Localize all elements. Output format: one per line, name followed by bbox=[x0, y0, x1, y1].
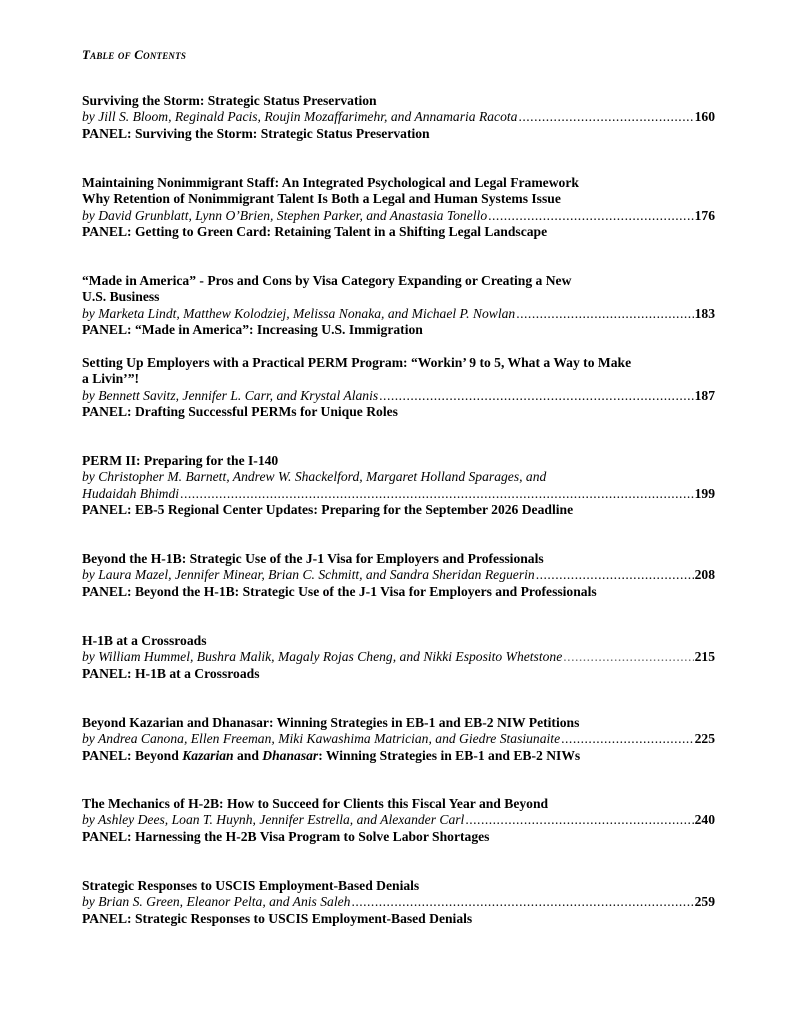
toc-entry bbox=[82, 453, 715, 519]
dot-leader bbox=[561, 731, 693, 747]
toc-entry bbox=[82, 633, 715, 682]
toc-entry bbox=[82, 715, 715, 764]
toc-entry bbox=[82, 93, 715, 142]
entry-title: Setting Up Employers with a Practical PERM Program: “Workin’ 9 to 5, What a Way to Make bbox=[82, 355, 632, 370]
entry-authors: by Bennett Savitz, Jennifer L. Carr, and Krystal Alanis bbox=[82, 387, 379, 403]
entry-title: U.S. Business bbox=[82, 289, 160, 305]
toc-entry bbox=[82, 796, 715, 845]
entry-panel: PANEL: Beyond Kazarian and Dhanasar: Winning Strategies in EB-1 and EB-2 NIWs bbox=[82, 747, 581, 763]
entry-title: Strategic Responses to USCIS Employment-Based Denials bbox=[82, 878, 420, 893]
dot-leader bbox=[351, 894, 693, 910]
dot-leader bbox=[180, 486, 694, 502]
entry-panel: PANEL: Getting to Green Card: Retaining Talent in a Shifting Legal Landscape bbox=[82, 224, 548, 240]
entry-panel: PANEL: Drafting Successful PERMs for Unique Roles bbox=[82, 404, 398, 420]
entry-authors: by Brian S. Green, Eleanor Pelta, and Anis Saleh bbox=[82, 894, 351, 910]
entry-authors-row bbox=[82, 388, 715, 404]
dot-leader bbox=[379, 388, 693, 404]
entry-authors: by Jill S. Bloom, Reginald Pacis, Roujin Mozaffarimehr, and Annamaria Racota bbox=[82, 109, 518, 125]
entry-authors-row bbox=[82, 567, 715, 583]
entry-panel: PANEL: H-1B at a Crossroads bbox=[82, 665, 260, 681]
entry-page-number: 176 bbox=[694, 207, 715, 223]
entry-title: H-1B at a Crossroads bbox=[82, 633, 207, 648]
entry-title: PERM II: Preparing for the I-140 bbox=[82, 453, 279, 468]
entry-title: Why Retention of Nonimmigrant Talent Is Both a Legal and Human Systems Issue bbox=[82, 191, 561, 207]
entry-authors-row bbox=[82, 649, 715, 665]
entry-panel: PANEL: “Made in America”: Increasing U.S. Immigration bbox=[82, 322, 423, 338]
dot-leader bbox=[465, 812, 693, 828]
entry-page-number: 208 bbox=[694, 567, 715, 583]
entry-panel: PANEL: Beyond the H-1B: Strategic Use of the J-1 Visa for Employers and Professionals bbox=[82, 583, 597, 599]
entry-authors-row bbox=[82, 306, 715, 322]
entry-authors-row bbox=[82, 894, 715, 910]
entry-page-number: 225 bbox=[694, 731, 715, 747]
entry-panel: PANEL: Surviving the Storm: Strategic Status Preservation bbox=[82, 125, 430, 141]
dot-leader bbox=[516, 306, 693, 322]
entry-page-number: 240 bbox=[694, 812, 715, 828]
dot-leader bbox=[518, 109, 693, 125]
entry-title: The Mechanics of H-2B: How to Succeed for Clients this Fiscal Year and Beyond bbox=[82, 796, 549, 811]
entry-authors: by William Hummel, Bushra Malik, Magaly Rojas Cheng, and Nikki Esposito Whetstone bbox=[82, 649, 563, 665]
entry-panel: PANEL: Harnessing the H-2B Visa Program to Solve Labor Shortages bbox=[82, 828, 490, 844]
entry-title: Maintaining Nonimmigrant Staff: An Integrated Psychological and Legal Framework bbox=[82, 175, 579, 190]
entry-title: Beyond the H-1B: Strategic Use of the J-1 Visa for Employers and Professionals bbox=[82, 551, 544, 566]
toc-entry bbox=[82, 355, 715, 421]
entry-page-number: 259 bbox=[694, 894, 715, 910]
entry-page-number: 160 bbox=[694, 109, 715, 125]
entry-authors: by Laura Mazel, Jennifer Minear, Brian C. Schmitt, and Sandra Sheridan Reguerin bbox=[82, 567, 535, 583]
dot-leader bbox=[563, 649, 693, 665]
dot-leader bbox=[536, 567, 694, 583]
entry-authors-row bbox=[82, 109, 715, 125]
entry-authors: by Ashley Dees, Loan T. Huynh, Jennifer Estrella, and Alexander Carl bbox=[82, 812, 465, 828]
entry-title: “Made in America” - Pros and Cons by Visa Category Expanding or Creating a New bbox=[82, 273, 572, 288]
entry-authors-row bbox=[82, 486, 715, 502]
dot-leader bbox=[488, 208, 693, 224]
toc-heading: Table of Contents bbox=[82, 47, 187, 62]
entry-authors-row bbox=[82, 208, 715, 224]
toc-entry bbox=[82, 273, 715, 339]
entry-authors: by Andrea Canona, Ellen Freeman, Miki Kawashima Matrician, and Giedre Stasiunaite bbox=[82, 731, 561, 747]
entry-title: Surviving the Storm: Strategic Status Preservation bbox=[82, 93, 377, 108]
entry-authors: by David Grunblatt, Lynn O’Brien, Stephen Parker, and Anastasia Tonello bbox=[82, 207, 488, 223]
entry-page-number: 187 bbox=[694, 387, 715, 403]
entry-panel: PANEL: Strategic Responses to USCIS Employment-Based Denials bbox=[82, 910, 473, 926]
entry-authors-row bbox=[82, 731, 715, 747]
toc-entry bbox=[82, 551, 715, 600]
entry-title: Beyond Kazarian and Dhanasar: Winning Strategies in EB-1 and EB-2 NIW Petitions bbox=[82, 715, 580, 730]
entry-authors: by Christopher M. Barnett, Andrew W. Shackelford, Margaret Holland Sparages, and bbox=[82, 469, 547, 485]
entry-page-number: 199 bbox=[694, 485, 715, 501]
entry-authors: Hudaidah Bhimdi bbox=[82, 485, 180, 501]
entry-page-number: 183 bbox=[694, 305, 715, 321]
toc-entry bbox=[82, 878, 715, 927]
entry-authors: by Marketa Lindt, Matthew Kolodziej, Melissa Nonaka, and Michael P. Nowlan bbox=[82, 305, 516, 321]
entry-authors-row bbox=[82, 812, 715, 828]
entry-page-number: 215 bbox=[694, 649, 715, 665]
entry-panel: PANEL: EB-5 Regional Center Updates: Preparing for the September 2026 Deadline bbox=[82, 502, 574, 518]
entry-title: a Livin’”! bbox=[82, 371, 140, 387]
toc-entry bbox=[82, 175, 715, 241]
